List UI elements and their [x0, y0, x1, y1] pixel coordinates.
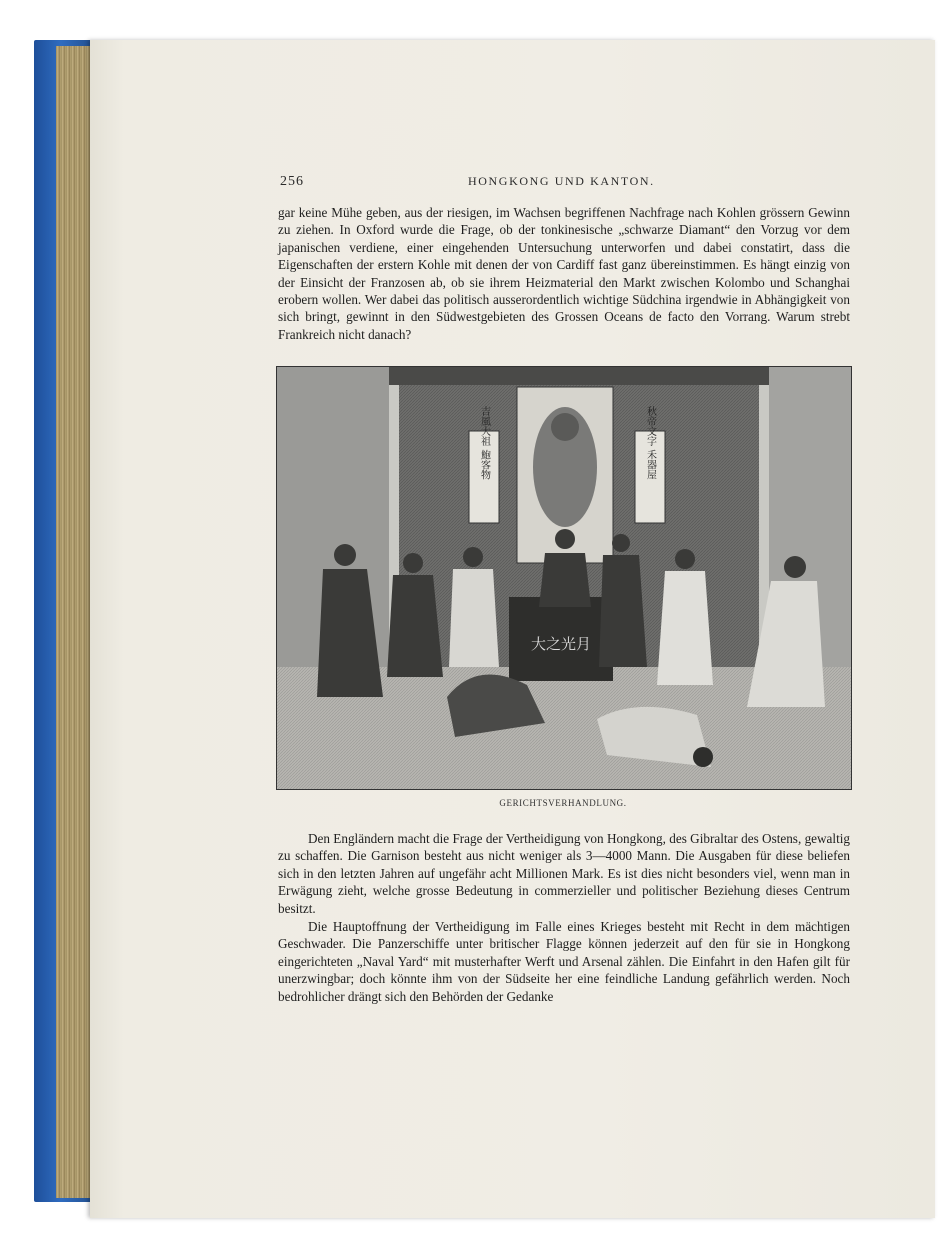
right-scroll-text: 秋帝文字 禾器屋 — [644, 406, 656, 480]
paragraph-1: gar keine Mühe geben, aus der riesigen, im Wachsen begriffenen Nachfrage nach Kohlen grössern Gewinn zu ziehen. In Oxford wurde die Frage, ob der tonkinesische „schwarze Diamant“ den Vorzug vor dem japanischen verdiene, einer eingehenden Untersuchung unterworfen und dabei constatirt, dass die Eigenschaften der erstern Kohle mit denen der von Cardiff fast ganz übereinstimmen. Es hängt einzig von der Einsicht der Franzosen ab, ob sie ihrem Heizmaterial den Markt zwischen Kolombo und Schanghai erobern wollen. Wer dabei das politisch ausserordentlich wichtige Südchina irgendwie in Abhängigkeit von sich bringt, gewinnt in den Südwestgebieten des Grossen Oceans de facto den Vorrang. Warum strebt Frankreich nicht danach? — [278, 205, 850, 342]
running-head: HONGKONG UND KANTON. — [468, 174, 655, 188]
left-scroll-text: 吉風大祖 鮑客物 — [478, 406, 490, 480]
court-scene-engraving — [277, 367, 851, 789]
illustration-caption: GERICHTSVERHANDLUNG. — [499, 798, 627, 808]
page-number: 256 — [280, 174, 304, 189]
book-page — [90, 40, 935, 1218]
paragraph-3: Die Hauptoffnung der Vertheidigung im Falle eines Krieges besteht mit Recht in dem mächtigen Geschwader. Die Panzerschiffe unter britischer Flagge können jederzeit auf den für sie in Hongkong eingerichteten „Naval Yard“ mit musterhafter Werft und Arsenal zählen. Die Einfahrt in den Hafen gilt für unerzwingbar; doch könnte ihm von der Südseite her eine feindliche Landung gefährlich werden. Noch bedrohlicher drängt sich den Behörden der Gedanke — [278, 919, 850, 1004]
illustration-plate — [276, 366, 852, 790]
paragraph-2: Den Engländern macht die Frage der Vertheidigung von Hongkong, des Gibraltar des Ostens, gewaltig zu schaffen. Die Garnison besteht aus nicht weniger als 3—4000 Mann. Die Ausgaben für diese beliefen sich in den letzten Jahren auf ungefähr acht Millionen Mark. Es ist dies nicht besonders viel, wenn man in Erwägung zieht, welche grosse Bedeutung in commerzieller und politischer Beziehung dieses Centrum besitzt. — [278, 831, 850, 916]
page-header — [90, 174, 935, 194]
table-cloth-text: 大之光月 — [530, 635, 592, 653]
